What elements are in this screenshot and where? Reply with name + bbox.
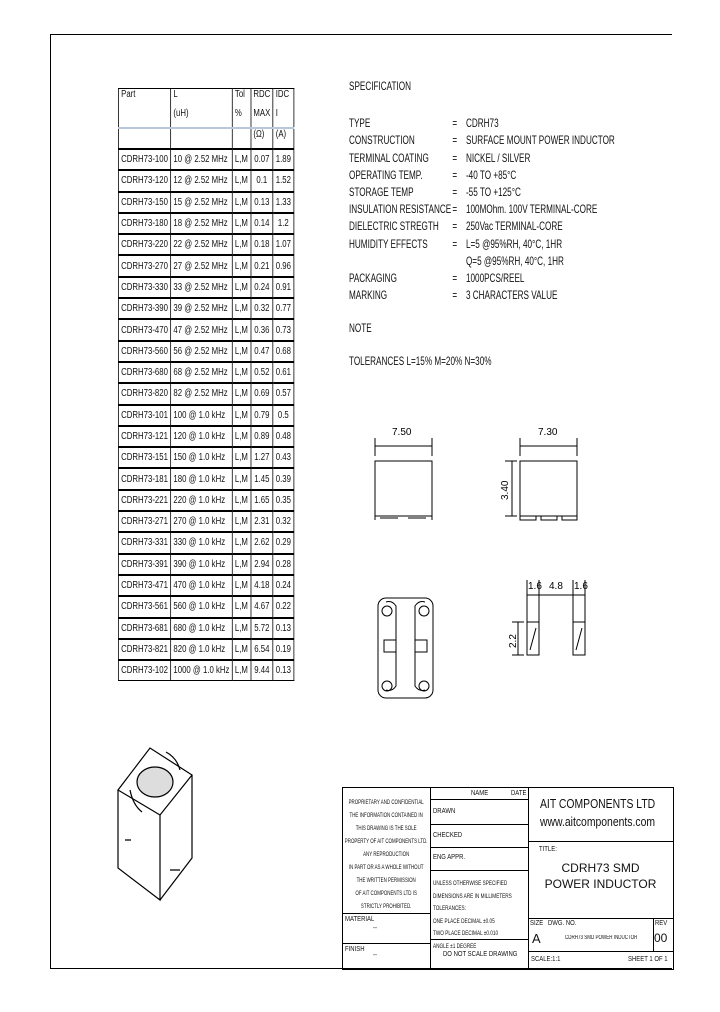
rdc: 5.72 (251, 618, 273, 639)
dwg-no-label: DWG. NO. (548, 920, 577, 927)
inductance: 100 @ 1.0 kHz (171, 405, 233, 426)
idc: 0.73 (273, 319, 294, 340)
tolerance: L,M (232, 405, 250, 426)
inductance: 12 @ 2.52 MHz (171, 170, 233, 191)
spec-label: TYPE (349, 116, 371, 131)
part-number: CDRH73-390 (118, 298, 170, 319)
inductance: 220 @ 1.0 kHz (171, 490, 233, 511)
scale-label: SCALE:1:1 (531, 956, 561, 963)
rdc: 1.45 (251, 468, 273, 489)
side-view-drawing (505, 438, 577, 520)
tolerances: TOLERANCES L=15% M=20% N=30% (349, 353, 492, 368)
rdc: 0.69 (251, 383, 273, 404)
part-number: CDRH73-102 (118, 660, 170, 681)
proprietary-notice-line: PROPERTY OF AIT COMPONENTS LTD. (344, 838, 428, 845)
rdc: 0.14 (251, 213, 273, 234)
rdc: 0.1 (251, 170, 273, 191)
tolerance-notes (433, 878, 512, 953)
header-l-unit: (uH) (171, 108, 233, 128)
part-number: CDRH73-101 (118, 405, 170, 426)
idc: 0.13 (273, 660, 294, 681)
idc: 0.68 (273, 341, 294, 362)
proprietary-notice-line: THE INFORMATION CONTAINED IN (349, 812, 423, 819)
rev-value: 00 (654, 931, 668, 945)
idc: 0.48 (273, 426, 294, 447)
idc: 0.96 (273, 255, 294, 276)
part-number: CDRH73-330 (118, 277, 170, 298)
rdc: 0.13 (251, 192, 273, 213)
proprietary-notice-line: PROPRIETARY AND CONFIDENTIAL (348, 799, 424, 806)
tolerance: L,M (232, 511, 250, 532)
drawing-title-line1: CDRH73 SMD (561, 861, 640, 875)
inductance: 56 @ 2.52 MHz (171, 341, 233, 362)
dim-pad-height: 2.2 (508, 634, 519, 648)
spec-value: NICKEL / SILVER (465, 150, 531, 165)
rdc: 0.07 (251, 149, 273, 170)
tolerance: L,M (232, 596, 250, 617)
idc: 1.33 (273, 192, 294, 213)
tolerance-note-line: ONE PLACE DECIMAL ±0.05 (433, 917, 495, 925)
tolerance: L,M (232, 490, 250, 511)
tolerance: L,M (232, 234, 250, 255)
rdc: 0.89 (251, 426, 273, 447)
idc: 0.24 (273, 575, 294, 596)
tolerance: L,M (232, 298, 250, 319)
spec-label: DIELECTRIC STREGTH (349, 219, 439, 234)
tolerance: L,M (232, 319, 250, 340)
spec-title: SPECIFICATION (349, 79, 411, 93)
tolerance-note-line: UNLESS OTHERWISE SPECIFIED (433, 880, 508, 887)
rdc: 0.36 (251, 319, 273, 340)
part-number: CDRH73-151 (118, 447, 170, 468)
name-header: NAME (471, 790, 489, 797)
tolerance-note-line: TWO PLACE DECIMAL ±0.010 (433, 930, 499, 937)
idc: 1.2 (273, 213, 294, 234)
spec-equals: = (452, 202, 458, 217)
inductance: 390 @ 1.0 kHz (171, 554, 233, 575)
idc: 0.43 (273, 447, 294, 468)
finish-label: FINISH (345, 946, 365, 953)
part-number: CDRH73-561 (118, 596, 170, 617)
header-rdc-unit: (Ω) (251, 128, 273, 149)
inductance: 1000 @ 1.0 kHz (171, 660, 233, 681)
spec-value: 3 CHARACTERS VALUE (465, 288, 558, 303)
title-block (342, 787, 674, 970)
idc: 1.07 (273, 234, 294, 255)
header-tol: Tol (232, 89, 250, 109)
dim-pad1: 1.6 (528, 581, 542, 592)
rdc: 0.21 (251, 255, 273, 276)
part-number: CDRH73-680 (118, 362, 170, 383)
spec-value: -40 TO +85°C (465, 167, 517, 182)
company-website: www.aitcomponents.com (540, 814, 656, 829)
tolerance: L,M (232, 277, 250, 298)
tolerance: L,M (232, 618, 250, 639)
size-value: A (532, 931, 541, 946)
header-idc: IDC (273, 89, 294, 109)
inductance: 82 @ 2.52 MHz (171, 383, 233, 404)
dwg-no-value: CDRH73 SMD POWER INDUCTOR (565, 935, 638, 941)
idc: 0.29 (273, 532, 294, 553)
header-part: Part (118, 89, 170, 109)
tolerance: L,M (232, 170, 250, 191)
part-number: CDRH73-180 (118, 213, 170, 234)
material-value: -- (373, 925, 377, 932)
spec-label: MARKING (349, 288, 388, 303)
spec-equals: = (452, 288, 458, 303)
drawing-title-line2: POWER INDUCTOR (544, 877, 657, 891)
rdc: 0.52 (251, 362, 273, 383)
rdc: 0.32 (251, 298, 273, 319)
dim-side-width: 7.30 (538, 427, 558, 438)
header-tol-unit: % (232, 108, 250, 128)
spec-label: HUMIDITY EFFECTS (349, 236, 428, 251)
part-number: CDRH73-560 (118, 341, 170, 362)
dim-pad-gap: 4.8 (549, 581, 563, 592)
idc: 0.77 (273, 298, 294, 319)
rdc: 4.67 (251, 596, 273, 617)
idc: 0.22 (273, 596, 294, 617)
tolerance: L,M (232, 660, 250, 681)
spec-value: SURFACE MOUNT POWER INDUCTOR (465, 133, 615, 148)
rdc: 6.54 (251, 639, 273, 660)
tolerance: L,M (232, 554, 250, 575)
inductance: 18 @ 2.52 MHz (171, 213, 233, 234)
dim-pad2: 1.6 (574, 581, 588, 592)
idc: 0.19 (273, 639, 294, 660)
part-number: CDRH73-150 (118, 192, 170, 213)
tolerance: L,M (232, 383, 250, 404)
inductance: 15 @ 2.52 MHz (171, 192, 233, 213)
rdc: 2.94 (251, 554, 273, 575)
spec-equals: = (452, 133, 458, 148)
rdc: 0.79 (251, 405, 273, 426)
tolerance: L,M (232, 341, 250, 362)
proprietary-notice-line: THE WRITTEN PERMISSION (356, 877, 416, 884)
spec-equals: = (452, 236, 458, 251)
dim-height: 3.40 (500, 480, 511, 500)
inductance: 27 @ 2.52 MHz (171, 255, 233, 276)
proprietary-notice-line: IN PART OR AS A WHOLE WITHOUT (348, 864, 424, 871)
inductance: 39 @ 2.52 MHz (171, 298, 233, 319)
spec-value: -55 TO +125°C (465, 185, 521, 200)
rdc: 4.18 (251, 575, 273, 596)
tolerance: L,M (232, 149, 250, 170)
proprietary-notice-line: STRICTLY PROHIBITED. (360, 903, 412, 910)
header-l: L (171, 89, 233, 109)
inductance: 270 @ 1.0 kHz (171, 511, 233, 532)
spec-label: STORAGE TEMP (349, 185, 414, 200)
tolerance: L,M (232, 532, 250, 553)
eng-appr-label: ENG APPR. (433, 854, 466, 861)
inductance: 120 @ 1.0 kHz (171, 426, 233, 447)
top-view-drawing (375, 438, 432, 520)
spec-value: 100MOhm. 100V TERMINAL-CORE (465, 202, 598, 217)
rev-label: REV (655, 920, 668, 927)
spec-equals: = (452, 116, 458, 131)
rdc: 2.31 (251, 511, 273, 532)
inductance: 33 @ 2.52 MHz (171, 277, 233, 298)
inductance: 150 @ 1.0 kHz (171, 447, 233, 468)
drawn-label: DRAWN (433, 808, 456, 815)
part-number: CDRH73-331 (118, 532, 170, 553)
spec-label: OPERATING TEMP. (349, 167, 423, 182)
company-name: AIT COMPONENTS LTD (540, 796, 656, 811)
spec-equals: = (452, 167, 458, 182)
finish-value: -- (373, 952, 377, 959)
spec-value: Q=5 @95%RH, 40°C, 1HR (465, 253, 564, 268)
header-rdc-max: MAX (251, 108, 273, 128)
part-number: CDRH73-270 (118, 255, 170, 276)
bottom-view-drawing (378, 598, 433, 698)
isometric-inductor-drawing (118, 748, 192, 900)
idc: 0.13 (273, 618, 294, 639)
tolerance: L,M (232, 362, 250, 383)
inductance: 680 @ 1.0 kHz (171, 618, 233, 639)
rdc: 0.47 (251, 341, 273, 362)
idc: 1.52 (273, 170, 294, 191)
size-label: SIZE (530, 920, 544, 927)
idc: 0.35 (273, 490, 294, 511)
idc: 0.39 (273, 468, 294, 489)
spec-value: CDRH73 (465, 116, 499, 131)
part-number: CDRH73-220 (118, 234, 170, 255)
part-number: CDRH73-271 (118, 511, 170, 532)
tolerance: L,M (232, 575, 250, 596)
proprietary-notice (344, 796, 428, 913)
part-number: CDRH73-181 (118, 468, 170, 489)
spec-label: CONSTRUCTION (349, 133, 415, 148)
spec-label: TERMINAL COATING (349, 150, 429, 165)
part-number: CDRH73-821 (118, 639, 170, 660)
header-idc-unit: (A) (273, 128, 294, 149)
inductance: 47 @ 2.52 MHz (171, 319, 233, 340)
idc: 0.28 (273, 554, 294, 575)
spec-label: INSULATION RESISTANCE (349, 202, 452, 217)
inductance: 820 @ 1.0 kHz (171, 639, 233, 660)
sheet-label: SHEET 1 OF 1 (628, 956, 668, 963)
header-rdc: RDC (251, 89, 273, 109)
title-label: TITLE: (539, 846, 557, 853)
tolerance: L,M (232, 192, 250, 213)
tolerance-note-line: DIMENSIONS ARE IN MILLIMETERS (433, 892, 512, 900)
spec-equals: = (452, 219, 458, 234)
part-number: CDRH73-100 (118, 149, 170, 170)
part-number: CDRH73-681 (118, 618, 170, 639)
checked-label: CHECKED (433, 832, 463, 839)
inductance: 180 @ 1.0 kHz (171, 468, 233, 489)
header-idc-sub: I (273, 108, 294, 128)
spec-equals: = (452, 150, 458, 165)
date-header: DATE (511, 790, 527, 797)
spec-value: L=5 @95%RH, 40°C, 1HR (465, 236, 563, 251)
rdc: 2.62 (251, 532, 273, 553)
inductance: 560 @ 1.0 kHz (171, 596, 233, 617)
idc: 0.5 (273, 405, 294, 426)
inductance: 330 @ 1.0 kHz (171, 532, 233, 553)
part-number: CDRH73-120 (118, 170, 170, 191)
tolerance: L,M (232, 639, 250, 660)
idc: 0.61 (273, 362, 294, 383)
spec-value: 1000PCS/REEL (465, 271, 525, 286)
rdc: 0.24 (251, 277, 273, 298)
tolerance: L,M (232, 447, 250, 468)
proprietary-notice-line: OF AIT COMPONENTS LTD IS (355, 890, 417, 897)
spec-equals: = (452, 185, 458, 200)
part-number: CDRH73-391 (118, 554, 170, 575)
spec-value: 250Vac TERMINAL-CORE (465, 219, 563, 234)
dim-top-width: 7.50 (392, 427, 412, 438)
tolerance: L,M (232, 426, 250, 447)
tolerance-note-line: TOLERANCES: (433, 905, 466, 912)
material-label: MATERIAL (345, 916, 375, 923)
rdc: 0.18 (251, 234, 273, 255)
tolerance: L,M (232, 255, 250, 276)
no-scale-note: DO NOT SCALE DRAWING (443, 951, 518, 958)
part-number: CDRH73-470 (118, 319, 170, 340)
rdc: 9.44 (251, 660, 273, 681)
inductance: 10 @ 2.52 MHz (171, 149, 233, 170)
rdc: 1.27 (251, 447, 273, 468)
note-label: NOTE (349, 321, 372, 336)
idc: 0.32 (273, 511, 294, 532)
part-number: CDRH73-820 (118, 383, 170, 404)
part-number: CDRH73-471 (118, 575, 170, 596)
proprietary-notice-line: THIS DRAWING IS THE SOLE (355, 825, 417, 832)
tolerance: L,M (232, 213, 250, 234)
tolerance-note-line: ANGLE ±1 DEGREE (433, 942, 477, 950)
tolerance: L,M (232, 468, 250, 489)
part-number: CDRH73-221 (118, 490, 170, 511)
idc: 0.57 (273, 383, 294, 404)
rdc: 1.65 (251, 490, 273, 511)
spec-equals: = (452, 271, 458, 286)
inductance: 22 @ 2.52 MHz (171, 234, 233, 255)
inductance: 470 @ 1.0 kHz (171, 575, 233, 596)
part-number: CDRH73-121 (118, 426, 170, 447)
proprietary-notice-line: ANY REPRODUCTION (363, 851, 410, 858)
inductance: 68 @ 2.52 MHz (171, 362, 233, 383)
spec-label: PACKAGING (349, 271, 397, 286)
idc: 1.89 (273, 149, 294, 170)
idc: 0.91 (273, 277, 294, 298)
